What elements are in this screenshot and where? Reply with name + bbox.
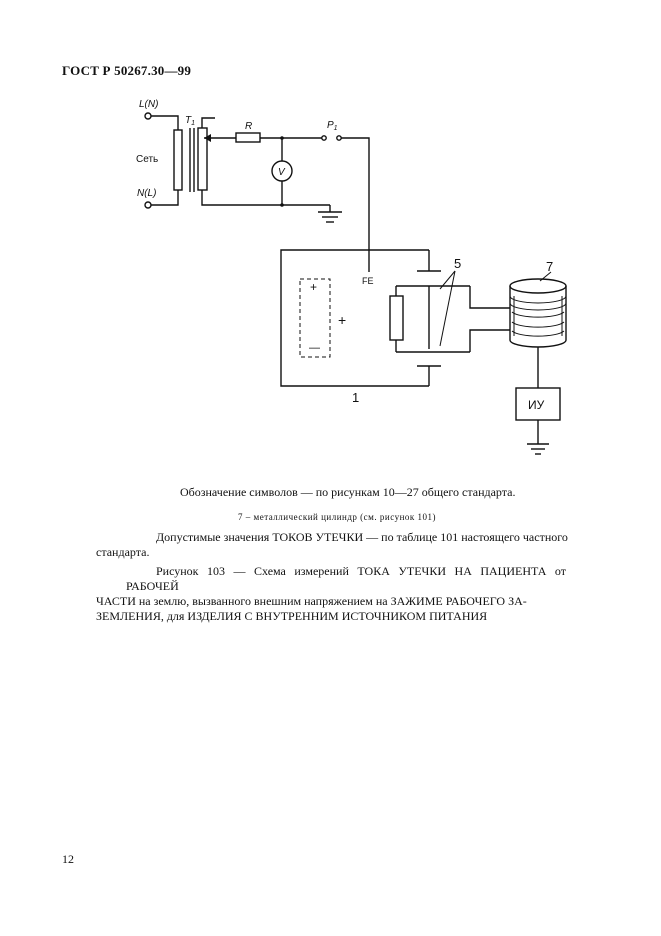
label-p1: $P_1$ <box>327 120 338 132</box>
battery-plus: + <box>310 280 318 294</box>
resistor-r <box>236 121 322 142</box>
measuring-device <box>516 388 560 444</box>
terminal-nl <box>145 202 151 208</box>
caption-line-3: ЗЕМЛЕНИЯ, для ИЗДЕЛИЯ С ВНУТРЕННИМ ИСТОЧНИКОМ ПИТАНИЯ <box>96 609 488 623</box>
allowed-line-1: Допустимые значения ТОКОВ УТЕЧКИ — по таблице 101 настоящего частного <box>156 530 568 544</box>
battery-minus: — <box>309 342 320 354</box>
allowed-line-2: стандарта. <box>96 545 150 559</box>
allowed-values-paragraph <box>96 530 576 560</box>
voltmeter <box>272 138 292 207</box>
equipment-enclosure <box>281 250 429 405</box>
legend-item-7: 7 – металлический цилиндр (см. рисунок 101) <box>238 512 437 522</box>
label-5: 5 <box>454 256 462 271</box>
label-1: 1 <box>352 390 360 405</box>
label-voltmeter: V <box>278 167 285 178</box>
metal-cylinder <box>510 259 566 388</box>
label-7: 7 <box>546 259 554 274</box>
ground-symbol-bottom <box>527 444 549 454</box>
label-fe: FE <box>362 276 374 286</box>
symbols-note: Обозначение символов — по рисункам 10—27 общего стандарта. <box>180 485 516 499</box>
plus-sign: + <box>338 312 347 328</box>
caption-line-2: ЧАСТИ на землю, вызванного внешним напряжением на ЗАЖИМЕ РАБОЧЕГО ЗА- <box>96 594 527 608</box>
label-nl: N(L) <box>137 188 157 199</box>
caption-line-1: Рисунок 103 — Схема измерений ТОКА УТЕЧКИ НА ПАЦИЕНТА от РАБОЧЕЙ <box>126 564 566 593</box>
label-mains: Сеть <box>136 154 159 165</box>
mains-terminals <box>136 99 178 208</box>
label-t1: $T_1$ <box>185 115 196 127</box>
figure-caption <box>96 564 566 624</box>
capacitor-network <box>390 250 510 386</box>
label-ln: L(N) <box>139 99 159 110</box>
page-number: 12 <box>62 852 74 866</box>
terminal-ln <box>145 113 151 119</box>
document-header: ГОСТ Р 50267.30—99 <box>62 63 192 78</box>
label-iu: ИУ <box>528 398 545 412</box>
ground-symbol-top <box>318 205 342 222</box>
label-r: R <box>245 121 253 132</box>
switch-p1 <box>322 120 369 272</box>
